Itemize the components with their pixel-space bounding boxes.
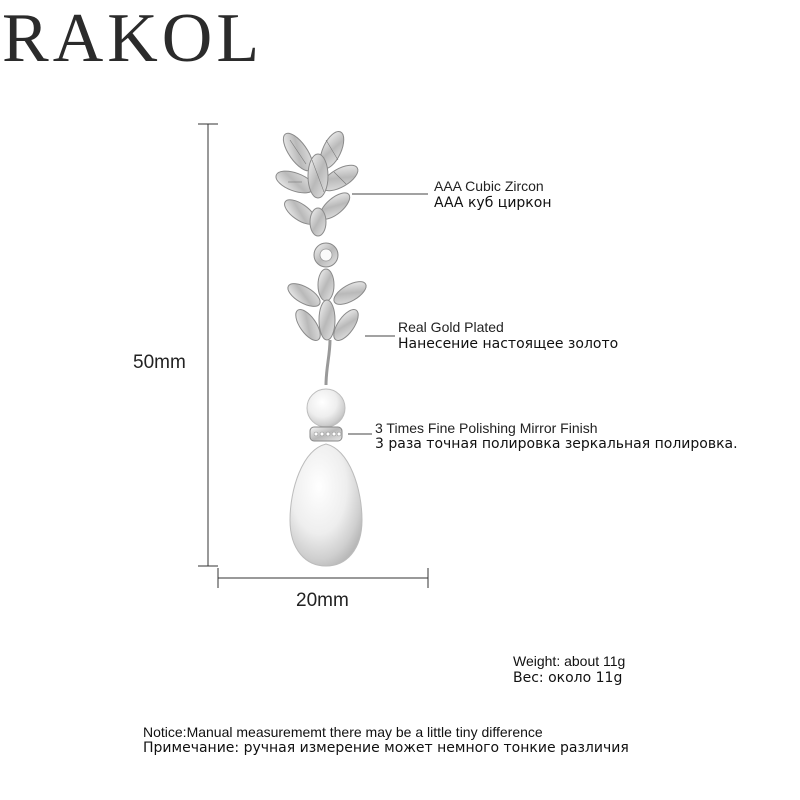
weight-ru: Вес: около 11g [513,670,623,686]
feature-polish-en: 3 Times Fine Polishing Mirror Finish [375,420,598,436]
feature-zircon-ru: AAA куб циркон [434,195,552,211]
feature-polish-ru: 3 раза точная полировка зеркальная полировка. [375,436,738,452]
feature-plating-ru: Нанесение настоящее золото [398,336,619,352]
feature-zircon-en: AAA Cubic Zircon [434,178,544,194]
middle-leaf-cluster [284,269,369,344]
small-pearl [307,389,345,427]
notice-en: Notice:Manual measurememt there may be a little tiny difference [143,724,543,740]
height-dimension-line [198,124,218,566]
weight-en: Weight: about 11g [513,653,626,669]
height-label: 50mm [133,352,186,373]
width-dimension-line [218,568,428,588]
leader-lines [348,194,428,434]
width-label: 20mm [296,590,349,611]
top-leaf-cluster [273,128,362,236]
notice-ru: Примечание: ручная измерение может немного тонкие различия [143,740,629,756]
teardrop-pearl [290,444,362,566]
feature-plating-en: Real Gold Plated [398,319,504,335]
brand-logo: RAKOL [2,0,264,77]
hook-wire [326,340,330,385]
round-connector-stone [314,243,338,267]
rondelle-ring [310,427,342,441]
